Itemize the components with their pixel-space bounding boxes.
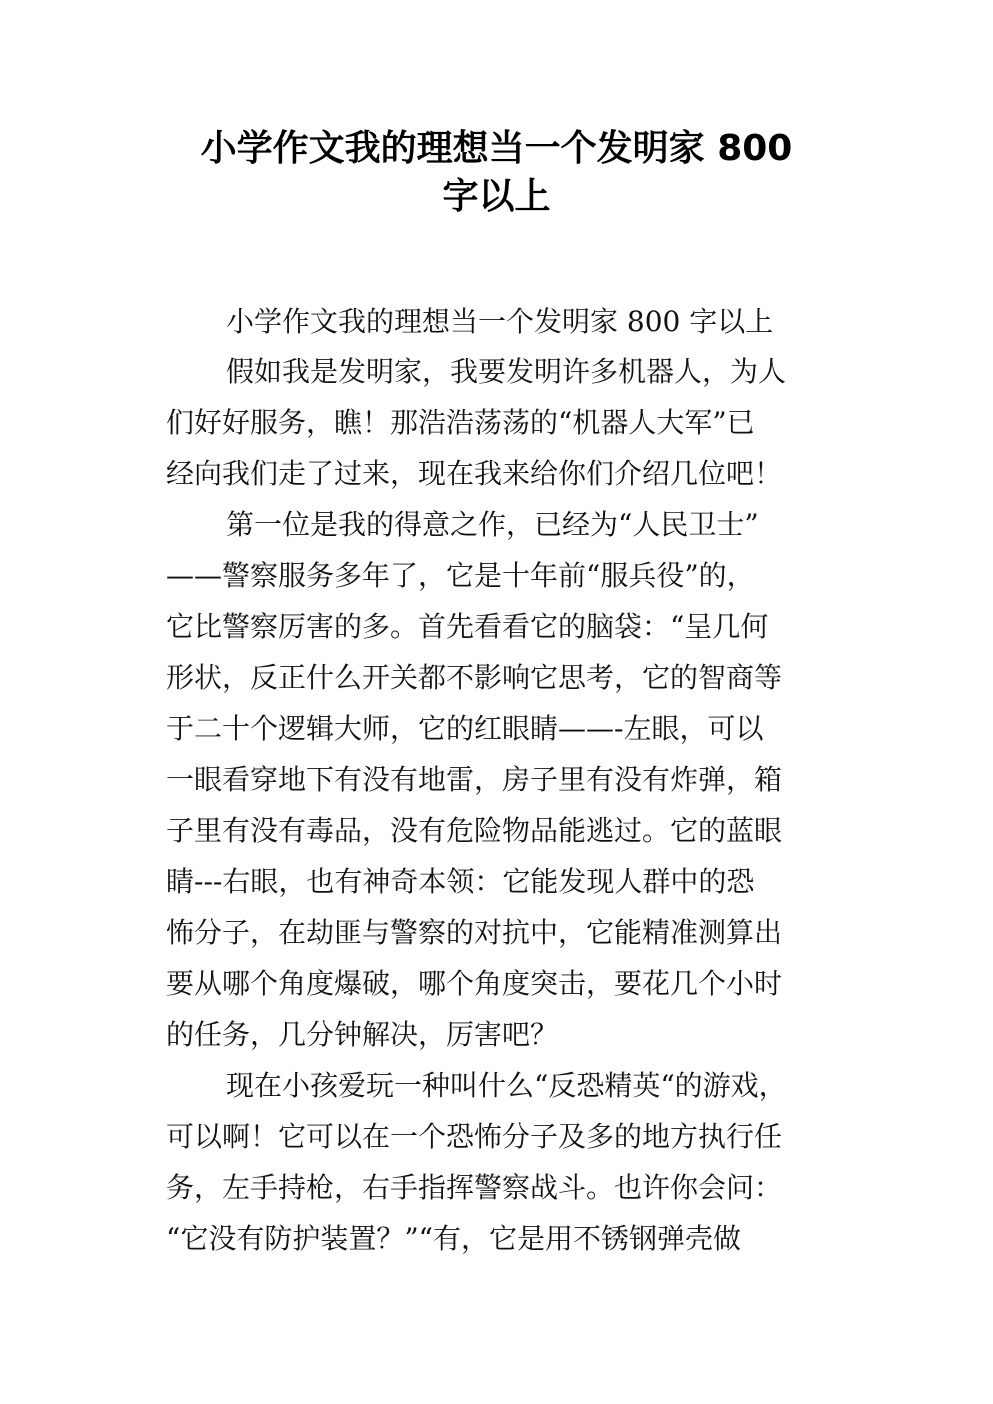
- paragraph-line: 现在小孩爱玩一种叫什么“反恐精英“的游戏，: [226, 1069, 787, 1102]
- paragraph-line: ——警察服务多年了，它是十年前“服兵役”的，: [166, 559, 755, 592]
- paragraph-line: 经向我们走了过来，现在我来给你们介绍几位吧！: [166, 457, 783, 490]
- paragraph-line: 的任务，几分钟解决，厉害吧？: [166, 1018, 559, 1051]
- subtitle-line: 小学作文我的理想当一个发明家 800 字以上: [226, 305, 774, 338]
- paragraph-line: 于二十个逻辑大师，它的红眼睛——-左眼，可以: [166, 712, 764, 745]
- document-title-line-2: 字以上: [442, 176, 551, 217]
- paragraph-line: 假如我是发明家，我要发明许多机器人，为人: [226, 355, 787, 388]
- paragraph-line: 怖分子，在劫匪与警察的对抗中，它能精准测算出: [166, 916, 783, 949]
- paragraph-line: 务，左手持枪，右手指挥警察战斗。也许你会问：: [166, 1171, 783, 1204]
- paragraph-line: 它比警察厉害的多。首先看看它的脑袋：“呈几何: [166, 610, 769, 643]
- paragraph-line: 要从哪个角度爆破，哪个角度突击，要花几个小时: [166, 967, 783, 1000]
- paragraph-line: 子里有没有毒品，没有危险物品能逃过。它的蓝眼: [166, 814, 783, 847]
- paragraph-line: 形状，反正什么开关都不影响它思考，它的智商等: [166, 661, 783, 694]
- paragraph-line: 第一位是我的得意之作，已经为“人民卫士”: [226, 508, 759, 541]
- paragraph-line: “它没有防护装置？”“有，它是用不锈钢弹壳做: [166, 1222, 741, 1255]
- paragraph-line: 们好好服务，瞧！那浩浩荡荡的“机器人大军”已: [166, 406, 755, 439]
- paragraph-line: 一眼看穿地下有没有地雷，房子里有没有炸弹，箱: [166, 763, 783, 796]
- paragraph-line: 可以啊！它可以在一个恐怖分子及多的地方执行任: [166, 1120, 783, 1153]
- document-title-line-1: 小学作文我的理想当一个发明家 800: [200, 128, 793, 169]
- paragraph-line: 睛---右眼，也有神奇本领：它能发现人群中的恐: [166, 865, 755, 898]
